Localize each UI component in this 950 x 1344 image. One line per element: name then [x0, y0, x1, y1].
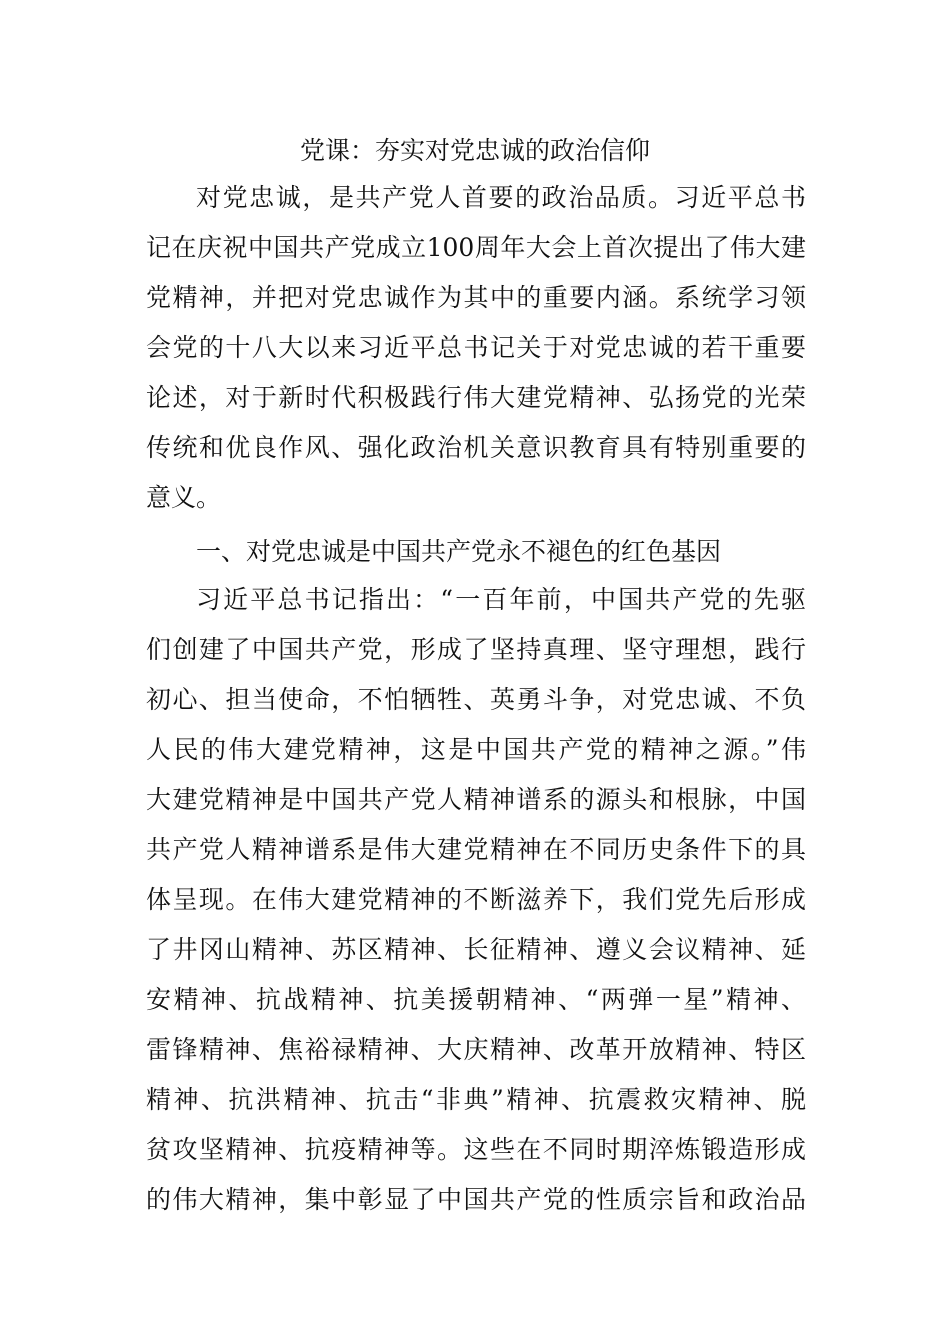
paragraph-section1 — [146, 575, 806, 1225]
paragraph-line: 了井冈山精神、苏区精神、长征精神、遵义会议精神、延 — [146, 935, 806, 964]
document-title: 党课：夯实对党忠诚的政治信仰 — [299, 136, 650, 165]
paragraph-line: 论述，对于新时代积极践行伟大建党精神、弘扬党的光荣 — [146, 383, 806, 412]
paragraph-line: 体呈现。在伟大建党精神的不断滋养下，我们党先后形成 — [146, 885, 806, 914]
paragraph-line: 传统和优良作风、强化政治机关意识教育具有特别重要的 — [146, 433, 806, 462]
paragraph-line: 会党的十八大以来习近平总书记关于对党忠诚的若干重要 — [146, 333, 806, 362]
paragraph-line: 安精神、抗战精神、抗美援朝精神、“两弹一星”精神、 — [146, 985, 806, 1014]
paragraph-line: 习近平总书记指出：“一百年前，中国共产党的先驱 — [196, 585, 806, 614]
paragraph-line: 的伟大精神，集中彰显了中国共产党的性质宗旨和政治品 — [146, 1185, 806, 1214]
paragraph-line: 意义。 — [146, 483, 222, 512]
paragraph-line: 雷锋精神、焦裕禄精神、大庆精神、改革开放精神、特区 — [146, 1035, 806, 1064]
paragraph-line: 对党忠诚，是共产党人首要的政治品质。习近平总书 — [196, 183, 806, 212]
paragraph-line: 们创建了中国共产党，形成了坚持真理、坚守理想，践行 — [146, 635, 806, 664]
section-heading: 一、对党忠诚是中国共产党永不褪色的红色基因 — [196, 537, 722, 566]
paragraph-line: 人民的伟大建党精神，这是中国共产党的精神之源。”伟 — [146, 735, 806, 764]
paragraph-intro — [146, 173, 806, 523]
paragraph-line: 精神、抗洪精神、抗击“非典”精神、抗震救灾精神、脱 — [146, 1085, 806, 1114]
paragraph-line: 大建党精神是中国共产党人精神谱系的源头和根脉，中国 — [146, 785, 806, 814]
paragraph-line: 贫攻坚精神、抗疫精神等。这些在不同时期淬炼锻造形成 — [146, 1135, 806, 1164]
paragraph-line: 初心、担当使命，不怕牺牲、英勇斗争，对党忠诚、不负 — [146, 685, 806, 714]
paragraph-line: 共产党人精神谱系是伟大建党精神在不同历史条件下的具 — [146, 835, 806, 864]
paragraph-line: 党精神，并把对党忠诚作为其中的重要内涵。系统学习领 — [146, 283, 806, 312]
paragraph-line: 记在庆祝中国共产党成立100周年大会上首次提出了伟大建 — [146, 233, 806, 262]
